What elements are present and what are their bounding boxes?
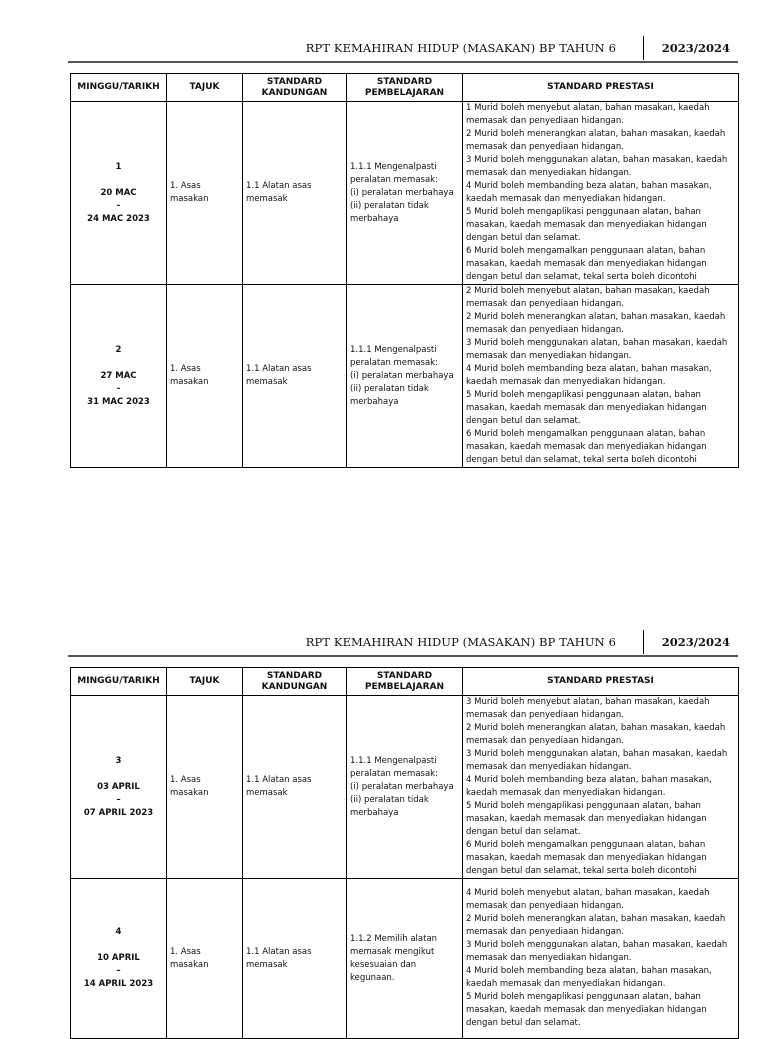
header-year: 2023/2024 (661, 635, 730, 649)
date-dash: - (116, 383, 121, 394)
column-header-tajuk: TAJUK (167, 668, 243, 696)
prestasi-item: 3 Murid boleh menyebut alatan, bahan masakan, kaedah memasak dan penyediaan hidangan. (466, 697, 710, 720)
tajuk-cell: 1. Asas masakan (167, 102, 243, 285)
header-rule (68, 61, 738, 63)
week-number: 4 (115, 927, 122, 937)
date-end: 24 MAC 2023 (87, 213, 150, 224)
pembelajaran-line: 1.1.1 Mengenalpasti peralatan memasak: (350, 344, 438, 368)
pembelajaran-cell (347, 285, 463, 468)
column-header-pembelajaran: STANDARD PEMBELAJARAN (347, 668, 463, 696)
header-year: 2023/2024 (661, 41, 730, 55)
pembelajaran-line: 1.1.1 Mengenalpasti peralatan memasak: (350, 161, 438, 185)
prestasi-item: 3 Murid boleh menggunakan alatan, bahan masakan, kaedah memasak dan menyediakan hidangan. (466, 940, 728, 963)
column-header-pembelajaran: STANDARD PEMBELAJARAN (347, 74, 463, 102)
table-row (71, 102, 739, 285)
date-start: 27 MAC (100, 370, 137, 381)
header-title: RPT KEMAHIRAN HIDUP (MASAKAN) BP TAHUN 6 (305, 635, 616, 649)
rpt-table (70, 73, 739, 468)
tajuk-cell: 1. Asas masakan (167, 879, 243, 1039)
week-number: 2 (115, 344, 122, 355)
week-number: 3 (115, 755, 122, 766)
table-row (71, 879, 739, 1039)
prestasi-cell (463, 879, 739, 1039)
prestasi-item: 3 Murid boleh menggunakan alatan, bahan masakan, kaedah memasak dan menyediakan hidangan. (466, 338, 728, 361)
date-end: 14 APRIL 2023 (83, 979, 154, 989)
prestasi-cell (463, 285, 739, 468)
pembelajaran-cell (347, 102, 463, 285)
pembelajaran-cell (347, 696, 463, 879)
rpt-table (70, 667, 739, 1039)
header-divider (643, 36, 644, 60)
column-header-minggu: MINGGU/TARIKH (71, 668, 167, 696)
date-end: 07 APRIL 2023 (83, 807, 154, 818)
prestasi-item: 5 Murid boleh mengaplikasi penggunaan alatan, bahan masakan, kaedah memasak dan menyediakan hidangan dengan betul dan selamat. (466, 207, 707, 243)
pembelajaran-line: (ii) peralatan tidak merbahaya (350, 200, 429, 224)
pembelajaran-cell (347, 879, 463, 1039)
header-title: RPT KEMAHIRAN HIDUP (MASAKAN) BP TAHUN 6 (305, 41, 616, 55)
date-dash: – (116, 794, 121, 805)
header-rule (68, 655, 738, 657)
pembelajaran-line: 1.1.2 Memilih alatan memasak mengikut kesesuaian dan kegunaan. (350, 933, 438, 983)
week-date-cell (71, 696, 167, 879)
prestasi-item: 3 Murid boleh menggunakan alatan, bahan masakan, kaedah memasak dan menyediakan hidangan. (466, 155, 728, 178)
prestasi-item: 4 Murid boleh membanding beza alatan, bahan masakan, kaedah memasak dan menyediakan hidangan. (466, 775, 712, 798)
prestasi-item: 5 Murid boleh mengaplikasi penggunaan alatan, bahan masakan, kaedah memasak dan menyediakan hidangan dengan betul dan selamat. (466, 390, 707, 426)
pembelajaran-line: (i) peralatan merbahaya (350, 781, 454, 792)
prestasi-item: 3 Murid boleh menggunakan alatan, bahan masakan, kaedah memasak dan menyediakan hidangan. (466, 749, 728, 772)
column-header-kandungan: STANDARD KANDUNGAN (243, 74, 347, 102)
pembelajaran-line: (i) peralatan merbahaya (350, 370, 454, 381)
prestasi-item: 2 Murid boleh menerangkan alatan, bahan masakan, kaedah memasak dan penyediaan hidangan. (466, 312, 726, 335)
pembelajaran-line: (ii) peralatan tidak merbahaya (350, 383, 429, 407)
column-header-kandungan: STANDARD KANDUNGAN (243, 668, 347, 696)
date-start: 10 APRIL (97, 953, 140, 963)
prestasi-item: 4 Murid boleh membanding beza alatan, bahan masakan, kaedah memasak dan menyediakan hidangan. (466, 966, 712, 989)
column-header-prestasi: STANDARD PRESTASI (463, 74, 739, 102)
column-header-prestasi: STANDARD PRESTASI (463, 668, 739, 696)
prestasi-item: 2 Murid boleh menyebut alatan, bahan masakan, kaedah memasak dan penyediaan hidangan. (466, 286, 710, 309)
tajuk-cell: 1. Asas masakan (167, 696, 243, 879)
date-end: 31 MAC 2023 (87, 396, 150, 407)
table-header-row (71, 74, 739, 102)
date-start: 20 MAC (100, 187, 137, 198)
date-dash: - (116, 200, 121, 211)
kandungan-cell: 1.1 Alatan asas memasak (243, 879, 347, 1039)
week-date-cell (71, 102, 167, 285)
week-date-cell (71, 285, 167, 468)
kandungan-cell: 1.1 Alatan asas memasak (243, 285, 347, 468)
prestasi-item: 5 Murid boleh mengaplikasi penggunaan alatan, bahan masakan, kaedah memasak dan menyediakan hidangan dengan betul dan selamat. (466, 801, 707, 837)
prestasi-cell (463, 102, 739, 285)
page-header (68, 630, 738, 660)
prestasi-item: 4 Murid boleh menyebut alatan, bahan masakan, kaedah memasak dan penyediaan hidangan. (466, 888, 710, 911)
kandungan-cell: 1.1 Alatan asas memasak (243, 696, 347, 879)
pembelajaran-line: (ii) peralatan tidak merbahaya (350, 794, 429, 818)
header-divider (643, 630, 644, 654)
prestasi-item: 2 Murid boleh menerangkan alatan, bahan masakan, kaedah memasak dan penyediaan hidangan. (466, 914, 726, 937)
table-row (71, 285, 739, 468)
column-header-minggu: MINGGU/TARIKH (71, 74, 167, 102)
date-dash: – (116, 966, 121, 976)
prestasi-item: 2 Murid boleh menerangkan alatan, bahan masakan, kaedah memasak dan penyediaan hidangan. (466, 129, 726, 152)
prestasi-item: 2 Murid boleh menerangkan alatan, bahan masakan, kaedah memasak dan penyediaan hidangan. (466, 723, 726, 746)
page-header (68, 36, 738, 66)
prestasi-item: 6 Murid boleh mengamalkan penggunaan alatan, bahan masakan, kaedah memasak dan menyediakan hidangan dengan betul dan selamat, tekal serta boleh dicontohi (466, 840, 707, 876)
prestasi-cell (463, 696, 739, 879)
prestasi-item: 4 Murid boleh membanding beza alatan, bahan masakan, kaedah memasak dan menyediakan hidangan. (466, 181, 712, 204)
prestasi-item: 5 Murid boleh mengaplikasi penggunaan alatan, bahan masakan, kaedah memasak dan menyediakan hidangan dengan betul dan selamat. (466, 992, 707, 1028)
prestasi-item: 6 Murid boleh mengamalkan penggunaan alatan, bahan masakan, kaedah memasak dan menyediakan hidangan dengan betul dan selamat, tekal serta boleh dicontohi (466, 429, 707, 465)
table-row (71, 696, 739, 879)
prestasi-item: 1 Murid boleh menyebut alatan, bahan masakan, kaedah memasak dan penyediaan hidangan. (466, 103, 710, 126)
tajuk-cell: 1. Asas masakan (167, 285, 243, 468)
date-start: 03 APRIL (97, 781, 140, 792)
pembelajaran-line: (i) peralatan merbahaya (350, 187, 454, 198)
prestasi-item: 4 Murid boleh membanding beza alatan, bahan masakan, kaedah memasak dan menyediakan hidangan. (466, 364, 712, 387)
table-header-row (71, 668, 739, 696)
kandungan-cell: 1.1 Alatan asas memasak (243, 102, 347, 285)
pembelajaran-line: 1.1.1 Mengenalpasti peralatan memasak: (350, 755, 438, 779)
week-number: 1 (115, 161, 122, 172)
week-date-cell (71, 879, 167, 1039)
prestasi-item: 6 Murid boleh mengamalkan penggunaan alatan, bahan masakan, kaedah memasak dan menyediakan hidangan dengan betul dan selamat, tekal serta boleh dicontohi (466, 246, 707, 282)
column-header-tajuk: TAJUK (167, 74, 243, 102)
